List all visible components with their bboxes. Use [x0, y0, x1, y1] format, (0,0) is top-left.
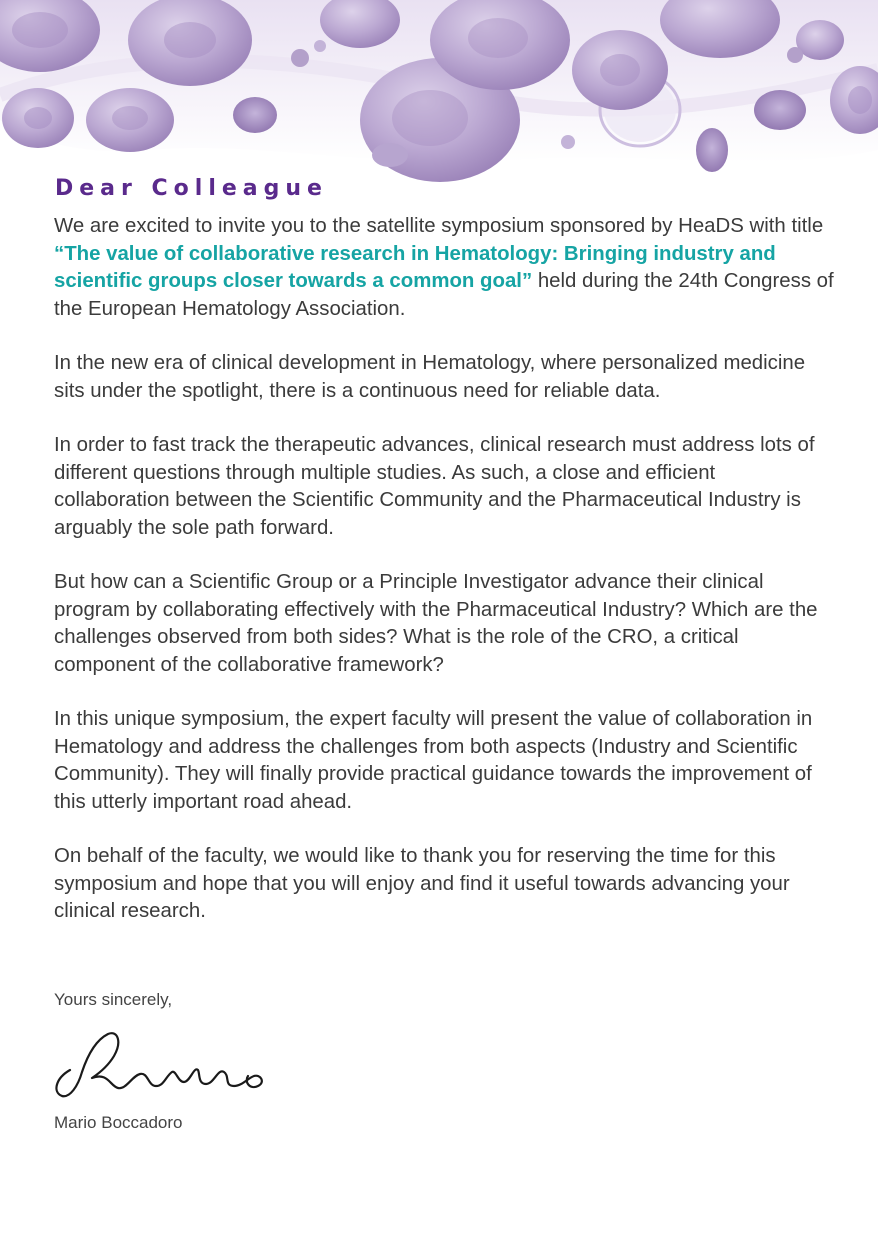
- greeting-heading: Dear Colleague: [55, 176, 328, 201]
- intro-text-after: held during the 24th Congress of the European Hematology Association.: [54, 270, 834, 320]
- paragraph: In order to fast track the therapeutic advances, clinical research must address lots of different questions through multiple studies. As such, a close and efficient collaboration between the Scientific Community and the Pharmaceutical Industry is arguably the sole path forward.: [54, 434, 815, 539]
- paragraph: On behalf of the faculty, we would like to thank you for reserving the time for this symposium and hope that you will enjoy and find it useful towards advancing your clinical research.: [54, 845, 790, 922]
- symposium-title: “The value of collaborative research in Hematology: Bringing industry and scientific groups closer towards a common goal”: [54, 242, 776, 292]
- paragraph: In this unique symposium, the expert faculty will present the value of collaboration in Hematology and address the challenges from both aspects (Industry and Scientific Community). They will finally provide practical guidance towards the improvement of this utterly important road ahead.: [54, 708, 813, 813]
- handwritten-signature-icon: [48, 1026, 288, 1102]
- paragraph: In the new era of clinical development in Hematology, where personalized medicine sits under the spotlight, there is a continuous need for reliable data.: [54, 352, 806, 402]
- intro-text-before: We are excited to invite you to the satellite symposium sponsored by HeaDS with title: [54, 215, 824, 237]
- signatory-name: Mario Boccadoro: [54, 1113, 183, 1132]
- blood-cells-banner-illustration: [0, 0, 878, 190]
- intro-paragraph: [54, 213, 834, 323]
- closing-line: Yours sincerely,: [54, 990, 173, 1009]
- letter-body: [54, 176, 834, 953]
- paragraph: But how can a Scientific Group or a Principle Investigator advance their clinical program by collaborating effectively with the Pharmaceutical Industry? Which are the challenges observed from both sides? What is the role of the CRO, a critical component of the collaborative framework?: [54, 571, 818, 676]
